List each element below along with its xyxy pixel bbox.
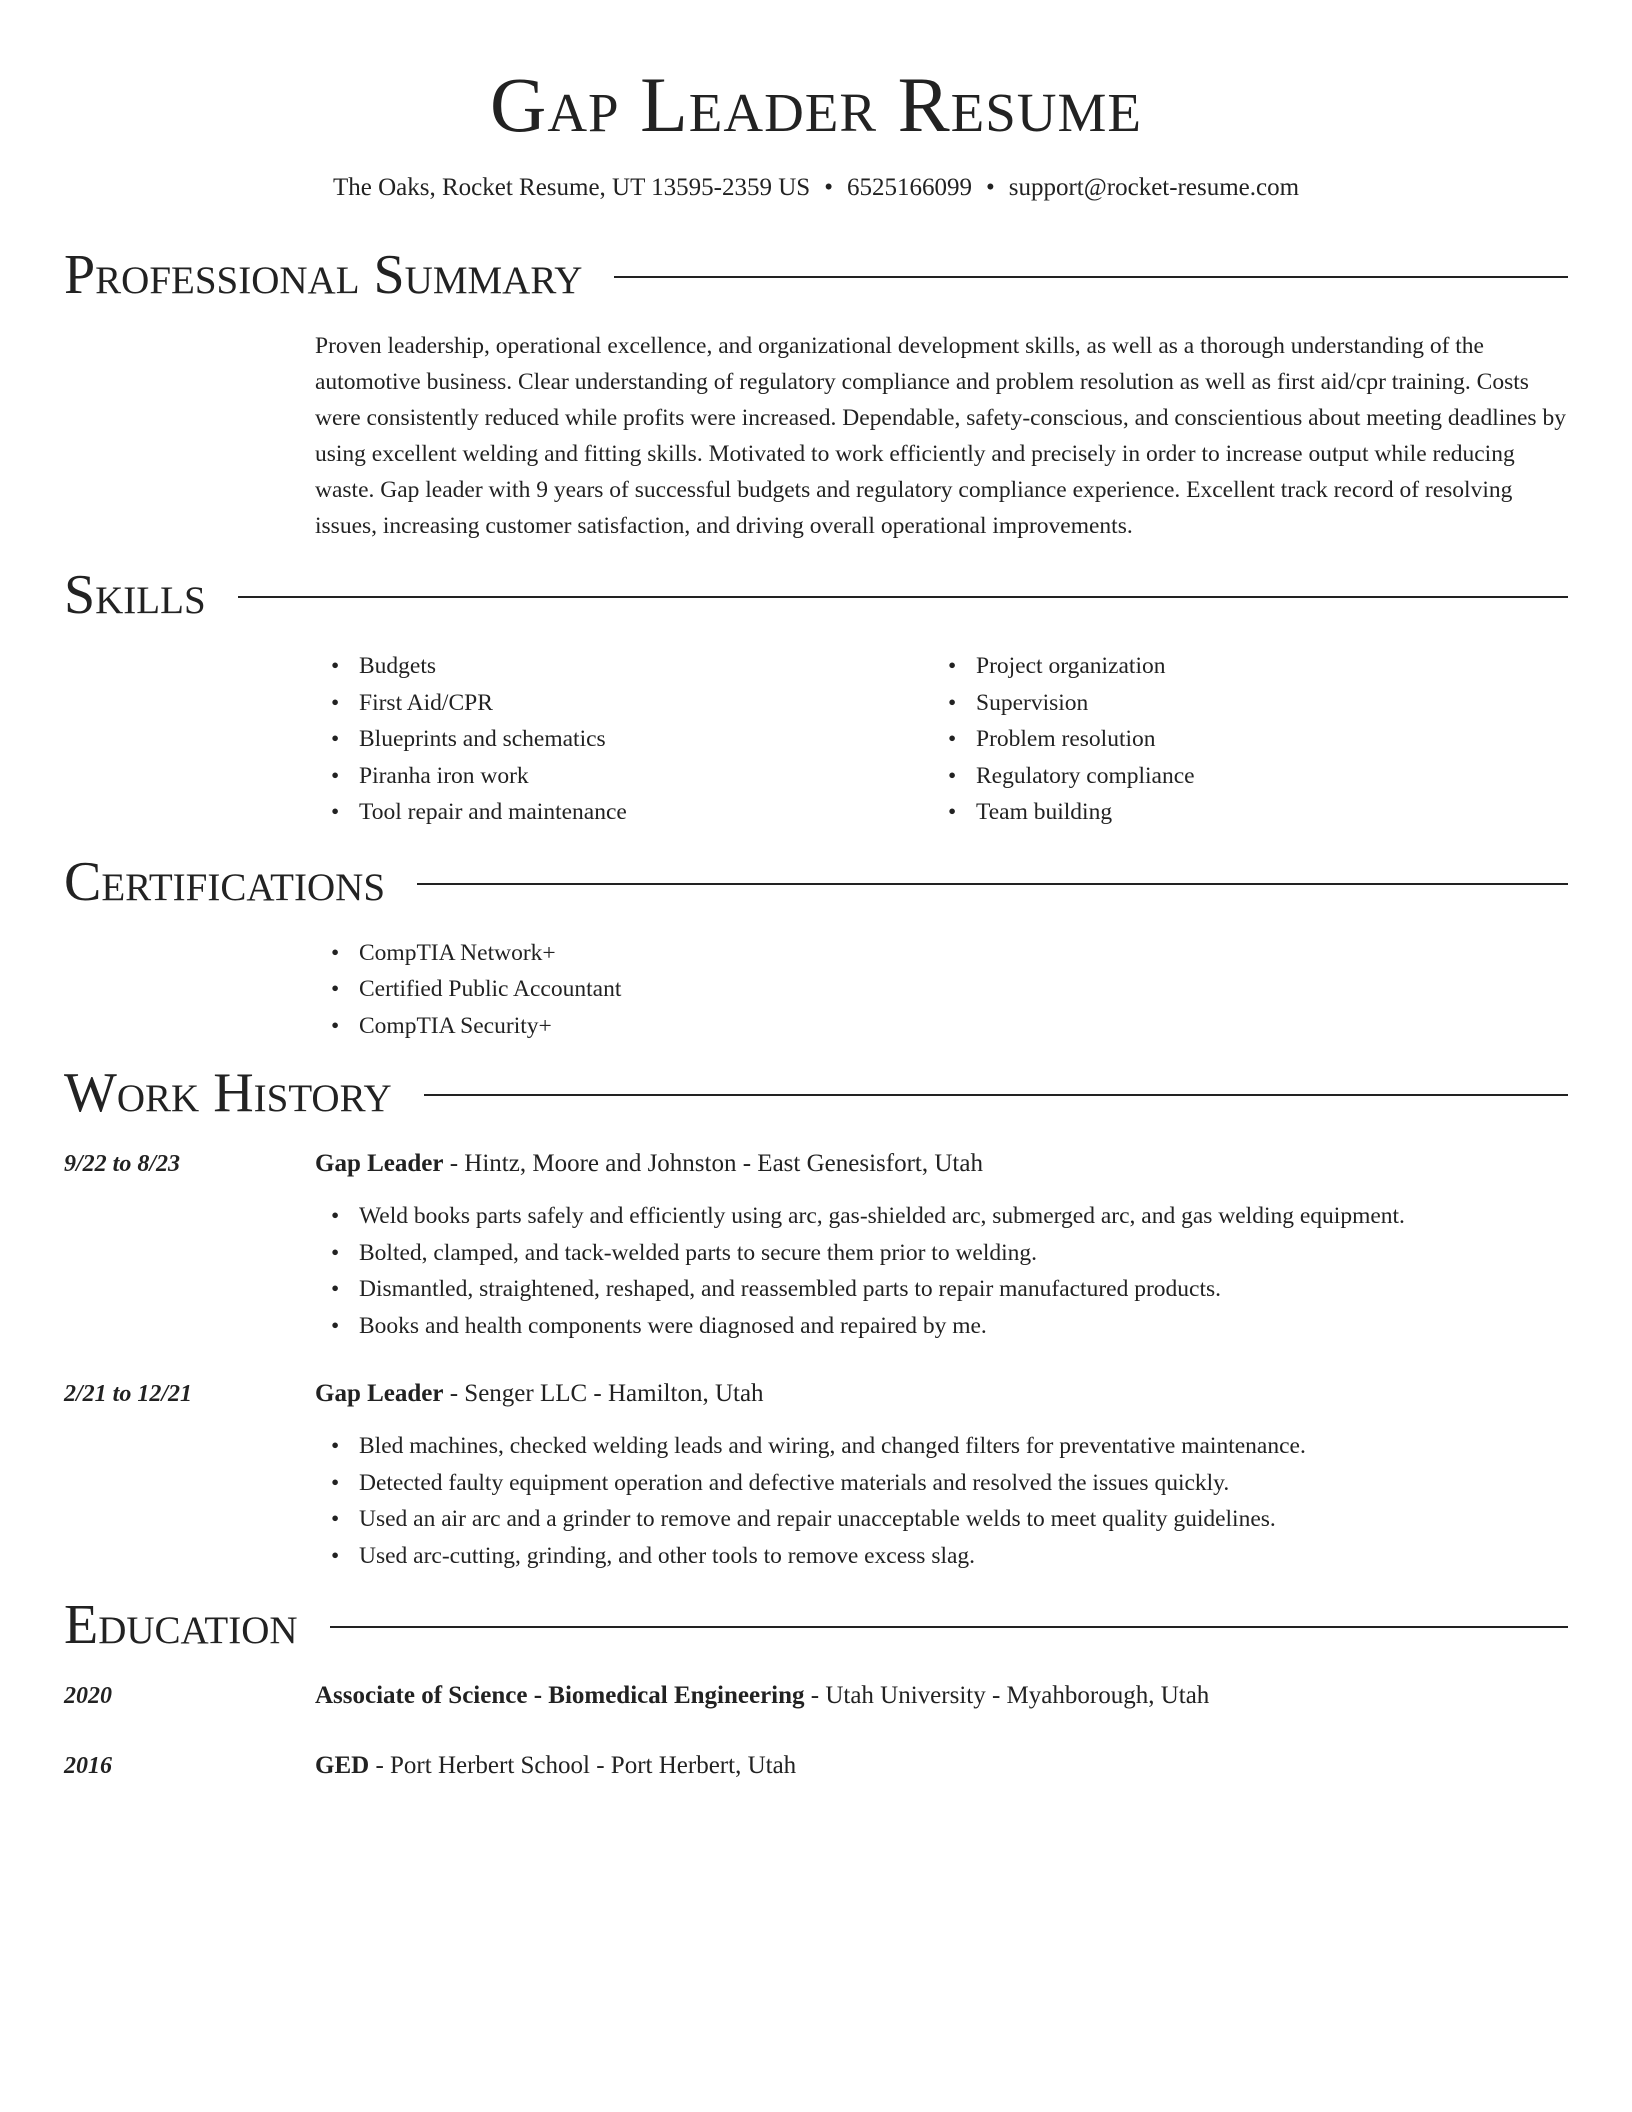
job-dates: 2/21 to 12/21 — [64, 1381, 193, 1407]
job-role: Gap Leader — [315, 1380, 444, 1407]
certification-item: • CompTIA Security+ — [315, 1008, 1568, 1045]
job-content — [315, 1146, 1568, 1344]
skills-right-column — [932, 648, 1549, 831]
skill-item: • Budgets — [315, 648, 932, 685]
certification-item: • CompTIA Network+ — [315, 935, 1568, 972]
education-degree: GED — [315, 1752, 370, 1779]
skill-item: • Team building — [932, 794, 1549, 831]
summary-heading-row — [64, 240, 1568, 310]
section-divider — [614, 276, 1568, 278]
contact-phone: 6525166099 — [846, 174, 972, 201]
summary-text: Proven leadership, operational excellence, and organizational development skills, as well as a thorough understanding of the automotive business. Clear understanding of regulatory compliance and problem resolution as well as first aid/cpr training. Costs were consistently reduced while profits were increased. Dependable, safety-conscious, and conscientious about meeting deadlines by using excellent welding and fitting skills. Motivated to work efficiently and precisely in order to increase output while reducing waste. Gap leader with 9 years of successful budgets and regulatory compliance experience. Excellent track record of resolving issues, increasing customer satisfaction, and driving overall operational improvements. — [315, 333, 1566, 539]
job-entry — [64, 1146, 1568, 1344]
job-bullet: • Weld books parts safely and efficiently using arc, gas-shielded arc, submerged arc, and gas welding equipment. — [315, 1198, 1568, 1235]
job-bullet: • Used an air arc and a grinder to remove and repair unacceptable welds to meet quality guidelines. — [315, 1501, 1568, 1538]
skill-item: • First Aid/CPR — [315, 685, 932, 722]
job-bullets — [64, 1198, 1568, 1344]
summary-heading: Professional Summary — [64, 244, 583, 306]
certifications-heading-row — [64, 847, 1568, 917]
summary-section — [64, 240, 1568, 544]
education-entry — [64, 1748, 1568, 1784]
job-details: - Hintz, Moore and Johnston - East Genesisfort, Utah — [443, 1150, 983, 1177]
job-content — [315, 1376, 1568, 1574]
resume-page — [64, 0, 1568, 1784]
education-details: - Port Herbert School - Port Herbert, Utah — [369, 1752, 797, 1779]
job-bullet: • Dismantled, straightened, reshaped, and reassembled parts to repair manufactured products. — [315, 1271, 1568, 1308]
job-bullet: • Used arc-cutting, grinding, and other tools to remove excess slag. — [315, 1538, 1568, 1575]
contact-separator: • — [985, 174, 995, 201]
education-content — [315, 1748, 1568, 1784]
job-bullet: • Detected faulty equipment operation and defective materials and resolved the issues quickly. — [315, 1465, 1568, 1502]
work-history-heading: Work History — [64, 1062, 392, 1124]
job-title-line — [315, 1146, 1568, 1182]
skills-left-column — [315, 648, 932, 831]
skill-item: • Problem resolution — [932, 721, 1549, 758]
job-details: - Senger LLC - Hamilton, Utah — [443, 1380, 764, 1407]
section-divider — [417, 883, 1568, 885]
education-content — [315, 1678, 1568, 1714]
section-divider — [424, 1094, 1568, 1096]
contact-separator: • — [824, 174, 833, 201]
education-details: - Utah University - Myahborough, Utah — [804, 1682, 1210, 1709]
work-history-section — [64, 1058, 1568, 1574]
contact-address: The Oaks, Rocket Resume, UT 13595-2359 US — [332, 174, 811, 201]
education-heading: Education — [64, 1594, 298, 1656]
skill-item: • Project organization — [932, 648, 1549, 685]
skills-section — [64, 560, 1568, 831]
job-dates: 9/22 to 8/23 — [64, 1151, 181, 1177]
job-bullet: • Bolted, clamped, and tack-welded parts to secure them prior to welding. — [315, 1235, 1568, 1272]
summary-body — [315, 328, 1568, 544]
education-entry — [64, 1678, 1568, 1714]
skill-item: • Regulatory compliance — [932, 758, 1549, 795]
education-year: 2016 — [64, 1753, 112, 1779]
job-entry — [64, 1376, 1568, 1574]
skills-grid — [315, 648, 1568, 831]
skill-item: • Supervision — [932, 685, 1549, 722]
skill-item: • Piranha iron work — [315, 758, 932, 795]
skills-heading-row — [64, 560, 1568, 630]
job-role: Gap Leader — [315, 1150, 444, 1177]
education-section — [64, 1590, 1568, 1784]
skills-heading: Skills — [64, 564, 206, 626]
contact-line — [64, 172, 1568, 204]
job-title-line — [315, 1376, 1568, 1412]
section-divider — [238, 596, 1568, 598]
job-bullet: • Bled machines, checked welding leads and wiring, and changed filters for preventative maintenance. — [315, 1428, 1568, 1465]
education-heading-row — [64, 1590, 1568, 1660]
job-bullets — [64, 1428, 1568, 1574]
skill-item: • Tool repair and maintenance — [315, 794, 932, 831]
certifications-body — [315, 935, 1568, 1045]
education-degree: Associate of Science - Biomedical Engineering — [315, 1682, 805, 1709]
contact-email: support@rocket-resume.com — [1008, 174, 1300, 201]
certification-item: • Certified Public Accountant — [315, 971, 1568, 1008]
work-history-heading-row — [64, 1058, 1568, 1128]
job-bullet: • Books and health components were diagnosed and repaired by me. — [315, 1308, 1568, 1345]
certifications-heading: Certifications — [64, 850, 386, 913]
skill-item: • Blueprints and schematics — [315, 721, 932, 758]
education-year: 2020 — [64, 1683, 112, 1709]
section-divider — [330, 1626, 1568, 1628]
certifications-list — [315, 935, 1568, 1045]
certifications-section — [64, 847, 1568, 1045]
resume-title: Gap Leader Resume — [489, 61, 1143, 148]
